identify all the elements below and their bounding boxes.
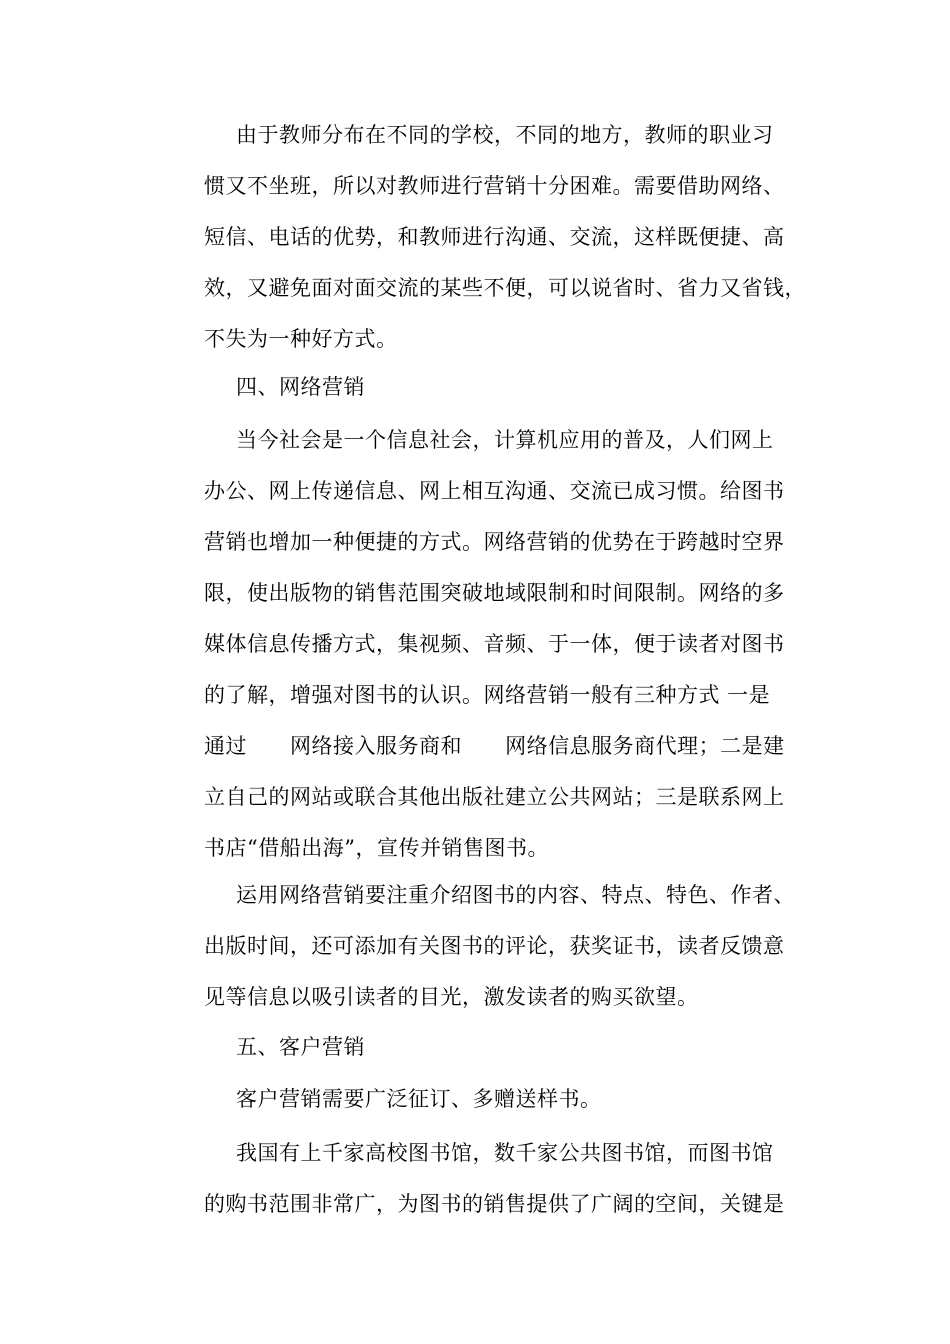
text-line: 通过 网络接入服务商和 网络信息服务商代理；二是建 [204,734,785,758]
text-line: 的购书范围非常广，为图书的销售提供了广阔的空间，关键是 [204,1192,785,1216]
text-line: 不失为一种好方式。 [204,327,398,351]
section-heading-network-marketing [204,362,804,413]
text-line: 书店“借船出海”，宣传并销售图书。 [204,836,549,860]
text-line: 营销也增加一种便捷的方式。网络营销的优势在于跨越时空界 [204,530,785,554]
text-line: 媒体信息传播方式，集视频、音频、于一体，便于读者对图书 [204,632,785,656]
section-heading-customer-marketing [204,1022,804,1073]
paragraph-network-marketing-content [204,870,804,1023]
text-line: 客户营销需要广泛征订、多赠送样书。 [236,1087,602,1111]
text-line: 限，使出版物的销售范围突破地域限制和时间限制。网络的多 [204,581,785,605]
text-line: 当今社会是一个信息社会，计算机应用的普及，人们网上 [236,428,774,452]
text-line: 短信、电话的优势，和教师进行沟通、交流，这样既便捷、高 [204,225,785,249]
paragraph-customer-marketing [204,1074,804,1125]
text-line: 的了解，增强对图书的认识。网络营销一般有三种方式 一是 [204,683,771,707]
text-line: 我国有上千家高校图书馆，数千家公共图书馆，而图书馆 [236,1141,774,1165]
text-line: 效，又避免面对面交流的某些不便，可以说省时、省力又省钱， [204,276,806,300]
text-line: 立自己的网站或联合其他出版社建立公共网站；三是联系网上 [204,785,785,809]
text-line: 出版时间，还可添加有关图书的评论，获奖证书，读者反馈意 [204,934,785,958]
text-line: 办公、网上传递信息、网上相互沟通、交流已成习惯。给图书 [204,479,785,503]
text-line: 见等信息以吸引读者的目光，激发读者的购买欲望。 [204,985,699,1009]
paragraph-network-marketing [204,415,804,874]
paragraph-teacher-marketing [204,110,804,365]
paragraph-libraries [204,1128,804,1230]
text-line: 运用网络营销要注重介绍图书的内容、特点、特色、作者、 [236,883,795,907]
text-line: 惯又不坐班，所以对教师进行营销十分困难。需要借助网络、 [204,174,785,198]
heading-text: 五、客户营销 [236,1035,365,1059]
heading-text: 四、网络营销 [236,375,365,399]
text-line: 由于教师分布在不同的学校，不同的地方，教师的职业习 [236,123,774,147]
